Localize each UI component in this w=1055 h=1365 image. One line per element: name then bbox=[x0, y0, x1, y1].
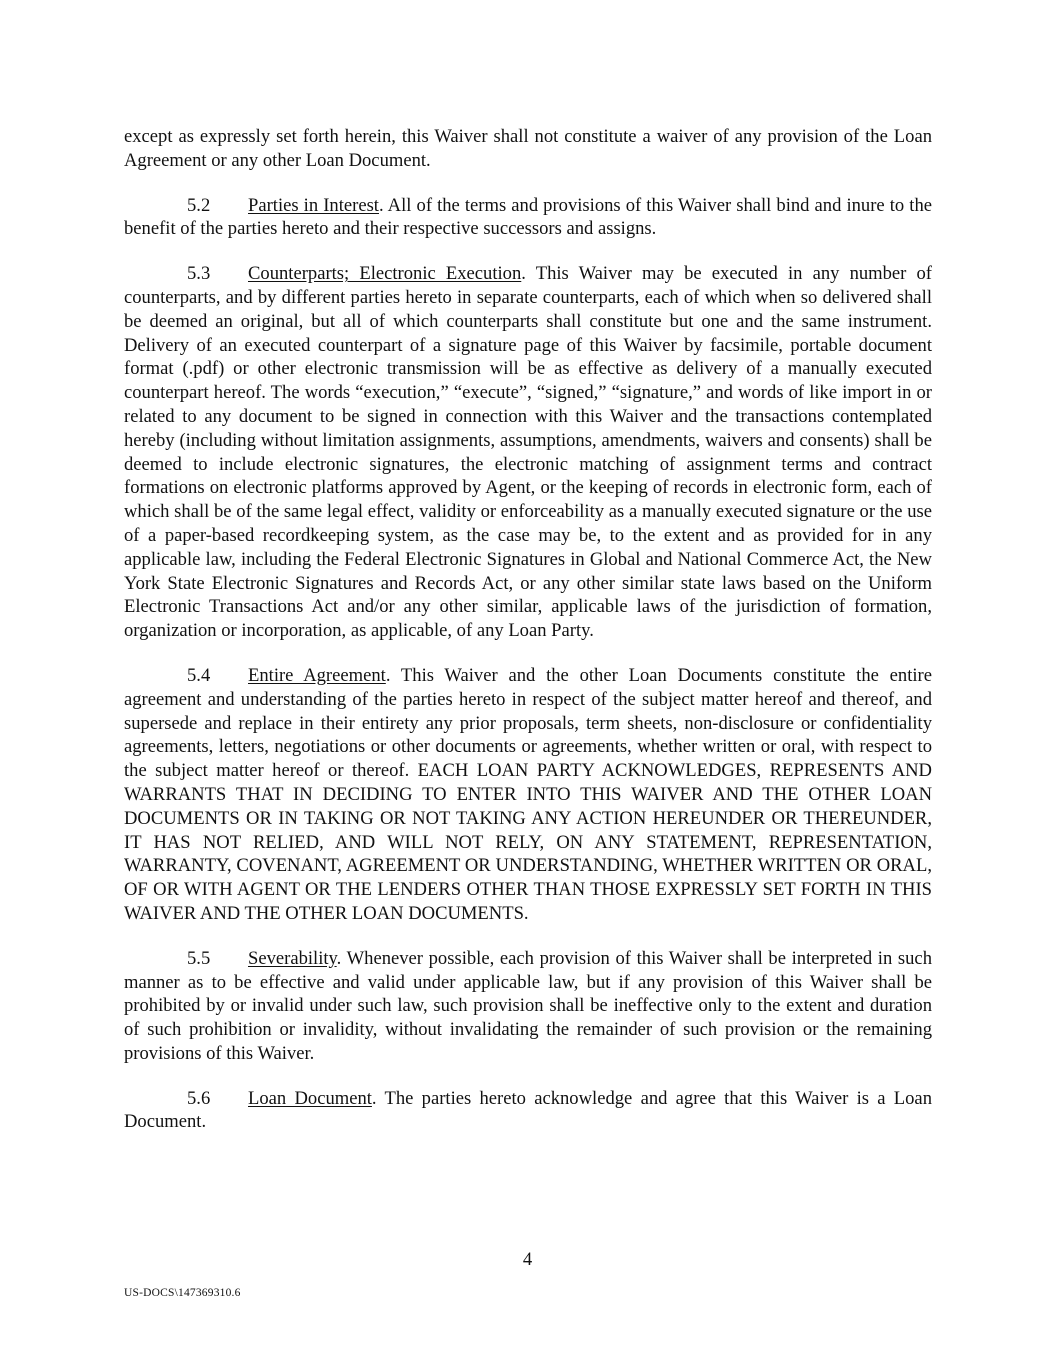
section-5-5 bbox=[124, 947, 932, 1066]
section-body: . This Waiver may be executed in any number of counterparts, and by different parties hereto in separate counterparts, each of which when so delivered shall be deemed an original, but all of which counterparts shall constitute but one and the same instrument. Delivery of an executed counterpart of a signature page of this Waiver by facsimile, portable document format (.pdf) or other electronic transmission will be as effective as delivery of a manually executed counterpart hereof. The words “execution,” “execute”, “signed,” “signature,” and words of like import in or related to any document to be signed in connection with this Waiver and the transactions contemplated hereby (including without limitation assignments, assumptions, amendments, waivers and consents) shall be deemed to include electronic signatures, the electronic matching of assignment terms and contract formations on electronic platforms approved by Agent, or the keeping of records in electronic form, each of which shall be of the same legal effect, validity or enforceability as a manually executed signature or the use of a paper-based recordkeeping system, as the case may be, to the extent and as provided for in any applicable law, including the Federal Electronic Signatures in Global and National Commerce Act, the New York State Electronic Signatures and Records Act, or any other similar state laws based on the Uniform Electronic Transactions Act and/or any other similar, applicable laws of the jurisdiction of formation, organization or incorporation, as applicable, of any Loan Party. bbox=[124, 263, 932, 642]
section-number: 5.4 bbox=[187, 664, 211, 686]
section-5-3 bbox=[124, 262, 932, 643]
section-5-4 bbox=[124, 664, 932, 926]
section-heading: Loan Document bbox=[248, 1087, 372, 1109]
section-body: . The parties hereto acknowledge and agree that this Waiver is a Loan Document. bbox=[124, 1087, 932, 1133]
document-page bbox=[124, 125, 932, 1155]
section-number: 5.5 bbox=[187, 947, 211, 969]
section-body: . This Waiver and the other Loan Documents constitute the entire agreement and understanding of the parties hereto in respect of the subject matter hereof and thereof, and supersede and replace in their entirety any prior proposals, term sheets, non-disclosure or confidentiality agreements, letters, negotiations or other documents or agreements, whether written or oral, with respect to the subject matter hereof or thereof. EACH LOAN PARTY ACKNOWLEDGES, REPRESENTS AND WARRANTS THAT IN DECIDING TO ENTER INTO THIS WAIVER AND THE OTHER LOAN DOCUMENTS OR IN TAKING OR NOT TAKING ANY ACTION HEREUNDER OR THEREUNDER, IT HAS NOT RELIED, AND WILL NOT RELY, ON ANY STATEMENT, REPRESENTATION, WARRANTY, COVENANT, AGREEMENT OR UNDERSTANDING, WHETHER WRITTEN OR ORAL, OF OR WITH AGENT OR THE LENDERS OTHER THAN THOSE EXPRESSLY SET FORTH IN THIS WAIVER AND THE OTHER LOAN DOCUMENTS. bbox=[124, 664, 932, 924]
page-number: 4 bbox=[522, 1249, 533, 1270]
document-id-footer: US-DOCS\147369310.6 bbox=[124, 1287, 241, 1299]
intro-paragraph: except as expressly set forth herein, this Waiver shall not constitute a waiver of any provision of the Loan Agreement or any other Loan Document. bbox=[124, 126, 932, 171]
section-5-2 bbox=[124, 194, 932, 242]
section-body: . All of the terms and provisions of this Waiver shall bind and inure to the benefit of the parties hereto and their respective successors and assigns. bbox=[124, 194, 932, 240]
section-number: 5.6 bbox=[187, 1087, 211, 1109]
section-number: 5.2 bbox=[187, 194, 211, 216]
section-number: 5.3 bbox=[187, 263, 211, 285]
section-heading: Counterparts; Electronic Execution bbox=[248, 263, 522, 285]
section-5-6 bbox=[124, 1087, 932, 1135]
section-heading: Parties in Interest bbox=[248, 194, 379, 216]
section-body: . Whenever possible, each provision of this Waiver shall be interpreted in such manner as to be effective and valid under applicable law, but if any provision of this Waiver shall be prohibited by or invalid under such law, such provision shall be ineffective only to the extent and duration of such prohibition or invalidity, without invalidating the remainder of such provision or the remaining provisions of this Waiver. bbox=[124, 947, 932, 1064]
section-heading: Entire Agreement bbox=[248, 664, 386, 686]
section-heading: Severability bbox=[248, 947, 337, 969]
